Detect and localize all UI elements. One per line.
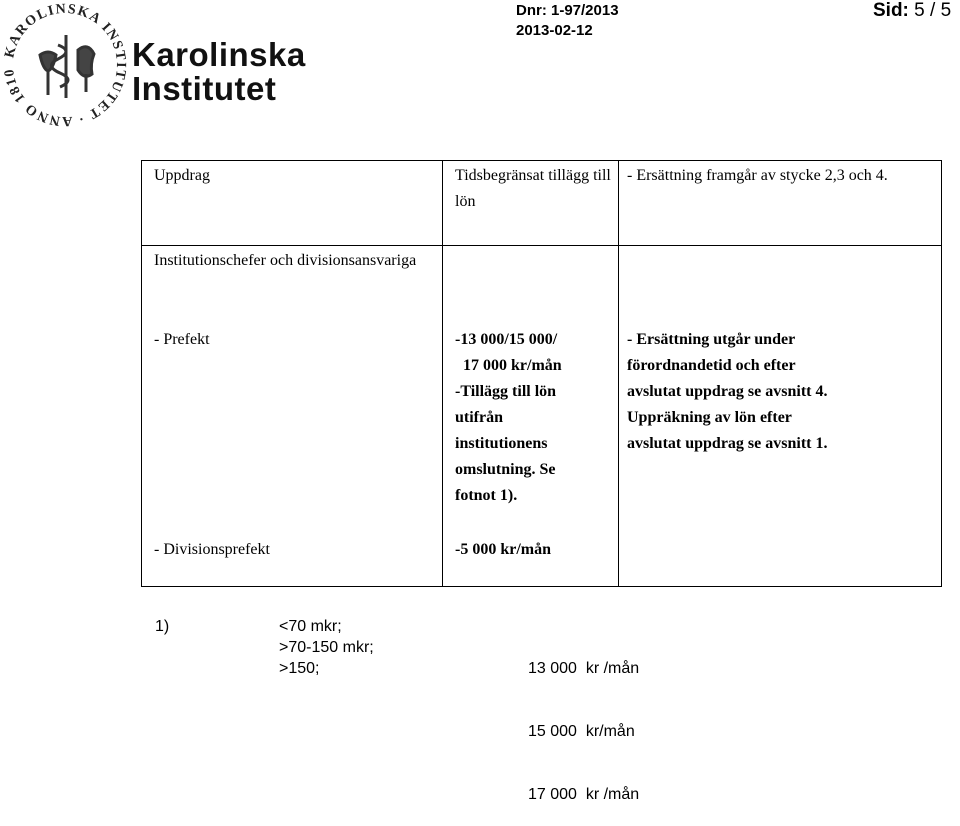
- wordmark-karolinska: Karolinska: [132, 36, 306, 73]
- ki-seal-icon: [0, 0, 130, 130]
- document-date: 2013-02-12: [516, 22, 593, 39]
- prefekt-amount-line: 17 000 kr/mån: [463, 357, 562, 374]
- footnote-marker: 1): [155, 618, 170, 635]
- prefekt-amount-line: fotnot 1).: [455, 487, 518, 504]
- prefekt-amount-line: -13 000/15 000/: [455, 331, 558, 348]
- prefekt-note-line: Uppräkning av lön efter: [627, 409, 792, 426]
- divisionsprefekt-amount: -5 000 kr/mån: [455, 541, 551, 558]
- section-title: Institutionschefer och divisionsansvariga: [154, 252, 417, 269]
- prefekt-amount-line: utifrån: [455, 409, 503, 426]
- page-indicator: [873, 0, 951, 22]
- footnote-ranges: [279, 616, 374, 679]
- col-header-tillagg: Tidsbegränsat tillägg till lön: [455, 167, 611, 210]
- footnote-amount: 15 000 kr/mån: [528, 723, 635, 740]
- footnote-amount: 17 000 kr /mån: [528, 786, 640, 803]
- footnote-amount: 13 000 kr /mån: [528, 660, 640, 677]
- footnote-amounts: [528, 616, 639, 826]
- page-label: Sid:: [873, 0, 909, 21]
- seal-ring-text: KAROLINSKA INSTITUTET · ANNO 1810: [1, 1, 129, 129]
- col-header-ersattning: - Ersättning framgår av stycke 2,3 och 4.: [627, 167, 888, 184]
- footnote-range: >150;: [279, 660, 320, 677]
- role-prefekt: - Prefekt: [154, 331, 210, 348]
- prefekt-note-line: avslutat uppdrag se avsnitt 4.: [627, 383, 828, 400]
- page-value: 5 / 5: [914, 0, 952, 21]
- karolinska-logo: [0, 0, 306, 130]
- prefekt-note-line: förordnandetid och efter: [627, 357, 796, 374]
- wordmark-institutet: Institutet: [132, 70, 277, 107]
- prefekt-note: [627, 327, 827, 457]
- prefekt-amount-line: omslutning. Se: [455, 461, 556, 478]
- body-cell-roles: [142, 246, 443, 587]
- footnote-range: >70-150 mkr;: [279, 639, 374, 656]
- col-header-uppdrag: Uppdrag: [154, 167, 210, 184]
- footnote-range: <70 mkr;: [279, 618, 342, 635]
- prefekt-amount-line: -Tillägg till lön: [455, 383, 557, 400]
- prefekt-amount: [455, 327, 562, 509]
- role-divisionsprefekt: - Divisionsprefekt: [154, 541, 270, 558]
- document-number: Dnr: 1-97/2013: [516, 2, 619, 19]
- prefekt-note-line: avslutat uppdrag se avsnitt 1.: [627, 435, 828, 452]
- prefekt-note-line: - Ersättning utgår under: [627, 331, 796, 348]
- prefekt-amount-line: institutionens: [455, 435, 548, 452]
